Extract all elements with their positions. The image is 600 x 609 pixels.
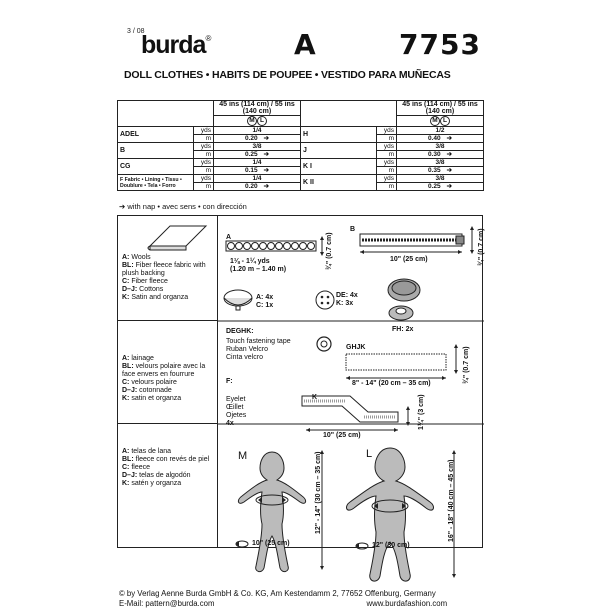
fabric-width-header: 45 ins (114 cm) / 55 ins (140 cm) [214, 101, 301, 116]
piece-name: K II [301, 175, 377, 191]
yds-value: 3/8 [252, 143, 262, 150]
materials-spanish [118, 424, 217, 547]
m-value: 0.20 [244, 135, 258, 142]
m-value: 0.25 [427, 183, 441, 190]
m-value: 0.15 [244, 167, 258, 174]
table-row [118, 159, 484, 167]
eyelet-icon [317, 337, 331, 351]
velcro-line: Touch fastening tape [226, 338, 291, 345]
yds-value: 1/2 [435, 127, 445, 134]
ribbon-k-height: 1¼" (3 cm) [418, 394, 425, 430]
yds-value: 1/4 [252, 159, 262, 166]
brand-logo [141, 31, 210, 60]
materials-french [118, 321, 217, 424]
issue-date: 3 / 08 [127, 28, 145, 35]
piece-name: K I [301, 159, 377, 175]
size-m-circle: M [430, 116, 440, 126]
nap-arrow-icon: ➔ [263, 183, 270, 190]
unit-label: yds [377, 159, 397, 167]
nap-arrow-icon: ➔ [263, 151, 270, 158]
piece-name: CG [118, 159, 194, 175]
doll-l-waist: 12" (30 cm) [372, 542, 410, 549]
yds-value: 3/8 [435, 175, 445, 182]
ribbon-k-icon [302, 396, 410, 432]
yds-value: 1/4 [252, 175, 262, 182]
velcro-line: Ruban Velcro [226, 346, 269, 353]
size-marks [214, 116, 301, 127]
unit-label: yds [377, 143, 397, 151]
registered-mark: ® [205, 34, 211, 43]
table-row [118, 127, 484, 135]
unit-label: yds [194, 143, 214, 151]
eyelet-f-title: F: [226, 378, 233, 385]
unit-label: yds [377, 175, 397, 183]
zipper-b-length: 10" (25 cm) [390, 256, 428, 263]
snap-fh-count: FH: 2x [392, 326, 414, 333]
velcro-ghjk-height: ¾" (0.7 cm) [463, 346, 470, 384]
zipper-b-height: ¾" (0.7 cm) [478, 228, 485, 266]
eyelet-line: Eyelet [226, 396, 246, 403]
unit-label: m [377, 183, 397, 191]
nap-arrow-icon: ➔ [446, 135, 453, 142]
zipper-b-icon [360, 226, 474, 254]
size-l-circle: L [440, 116, 450, 126]
eyelet-line: Œillet [226, 404, 244, 411]
doll-m-label: M [238, 450, 248, 462]
shank-button-icon [224, 290, 252, 310]
size-marks [397, 116, 484, 127]
size-m-circle: M [247, 116, 257, 126]
doll-m-height: 12" - 14" (30 cm – 35 cm) [315, 451, 322, 534]
footer [119, 589, 447, 609]
m-value: 0.25 [244, 151, 258, 158]
pattern-sheet [117, 27, 485, 608]
eyelet-count: 4x [226, 420, 234, 427]
velcro-title: DEGHK: [226, 328, 254, 335]
email-link[interactable]: E-Mail: pattern@burda.com [119, 599, 215, 608]
yds-value: 3/8 [435, 143, 445, 150]
table-header-row [118, 101, 484, 116]
materials-column [118, 216, 218, 547]
brand-name: burda [141, 31, 206, 59]
yds-value: 3/8 [435, 159, 445, 166]
unit-label: yds [377, 127, 397, 135]
velcro-ghjk-label: GHJK [346, 344, 366, 351]
m-value: 0.20 [244, 183, 258, 190]
piece-name: F Fabric • Lining • Tissu • Doublure • Tela • Forro [118, 175, 194, 191]
unit-label: m [194, 135, 214, 143]
velcro-line: Cinta velcro [226, 354, 263, 361]
trim-a-height: ¾" (0.7 cm) [326, 232, 333, 270]
button-a-count: A: 4x [256, 294, 274, 301]
nap-arrow-icon: ➔ [446, 183, 453, 190]
nap-arrow-icon: ➔ [263, 167, 270, 174]
eyelet-line: Ojetes [226, 412, 247, 419]
materials-list-es: A: telas de lana BL: fleece con revés de piel C: fleece D–J: telas de algodón K: satén y organza [122, 448, 210, 487]
m-value: 0.35 [427, 167, 441, 174]
copyright: © by Verlag Aenne Burda GmbH & Co. KG, Am Kestendamm 2, 77652 Offenburg, Germany [119, 589, 436, 598]
fabric-width-header: 45 ins (114 cm) / 55 ins (140 cm) [397, 101, 484, 116]
nap-note: ➔ with nap • avec sens • con dirección [119, 202, 247, 211]
piece-name: H [301, 127, 377, 143]
table-row [118, 143, 484, 151]
button-de-count: DE: 4x [336, 292, 358, 299]
ribbon-k-label: K [312, 394, 318, 401]
doll-l-height: 16" - 18" (40 cm – 45 cm) [448, 459, 455, 542]
materials-english [118, 216, 217, 321]
trim-a-length-m: (1.20 m – 1.40 m) [230, 266, 287, 273]
unit-label: m [377, 151, 397, 159]
view-letter: A [294, 28, 316, 61]
unit-label: yds [194, 127, 214, 135]
unit-label: m [194, 183, 214, 191]
contact-line [119, 599, 447, 609]
trim-a-label: A [226, 234, 232, 241]
size-row [118, 116, 484, 127]
trim-a-icon [226, 236, 324, 256]
piece-name: B [118, 143, 194, 159]
four-hole-button-icon [316, 291, 334, 309]
unit-label: m [194, 167, 214, 175]
notions-area [117, 215, 483, 548]
table-row [118, 175, 484, 183]
trim-a-length: 1⅛ - 1¼ yds [230, 258, 270, 265]
m-value: 0.40 [427, 135, 441, 142]
unit-label: m [377, 135, 397, 143]
unit-label: m [194, 151, 214, 159]
doll-m-icon [236, 450, 324, 572]
ribbon-k-length: 10" (25 cm) [323, 432, 361, 439]
yardage-table [117, 100, 484, 191]
doll-l-icon [347, 448, 456, 581]
button-k-count: K: 3x [336, 300, 354, 307]
website-link[interactable]: www.burdafashion.com [366, 599, 448, 608]
materials-list-fr: A: lainage BL: velours polaire avec la face envers en fourrure C: velours polaire D–J: cotonnade K: satin et organza [122, 355, 206, 402]
doll-m-waist: 10" (25 cm) [252, 540, 290, 547]
folded-fabric-icon [148, 222, 208, 252]
pattern-title: DOLL CLOTHES • HABITS DE POUPEE • VESTIDO PARA MUÑECAS [124, 69, 451, 81]
pattern-number: 7753 [399, 28, 481, 61]
snap-fastener-icon [388, 279, 420, 320]
velcro-ghjk-length: 8" - 14" (20 cm – 35 cm) [352, 380, 431, 387]
unit-label: yds [194, 175, 214, 183]
piece-name: J [301, 143, 377, 159]
nap-arrow-icon: ➔ [263, 135, 270, 142]
nap-arrow-icon: ➔ [446, 167, 453, 174]
yds-value: 1/4 [252, 127, 262, 134]
piece-name: ADEL [118, 127, 194, 143]
zipper-b-label: B [350, 226, 356, 233]
size-l-circle: L [257, 116, 267, 126]
doll-l-label: L [366, 448, 373, 460]
m-value: 0.30 [427, 151, 441, 158]
unit-label: yds [194, 159, 214, 167]
nap-arrow-icon: ➔ [446, 151, 453, 158]
materials-list-en: A: Wools BL: Fiber fleece fabric with plush backing C: Fiber fleece D–J: Cottons K: Satin and organza [122, 254, 206, 301]
button-c-count: C: 1x [256, 302, 274, 309]
unit-label: m [377, 167, 397, 175]
